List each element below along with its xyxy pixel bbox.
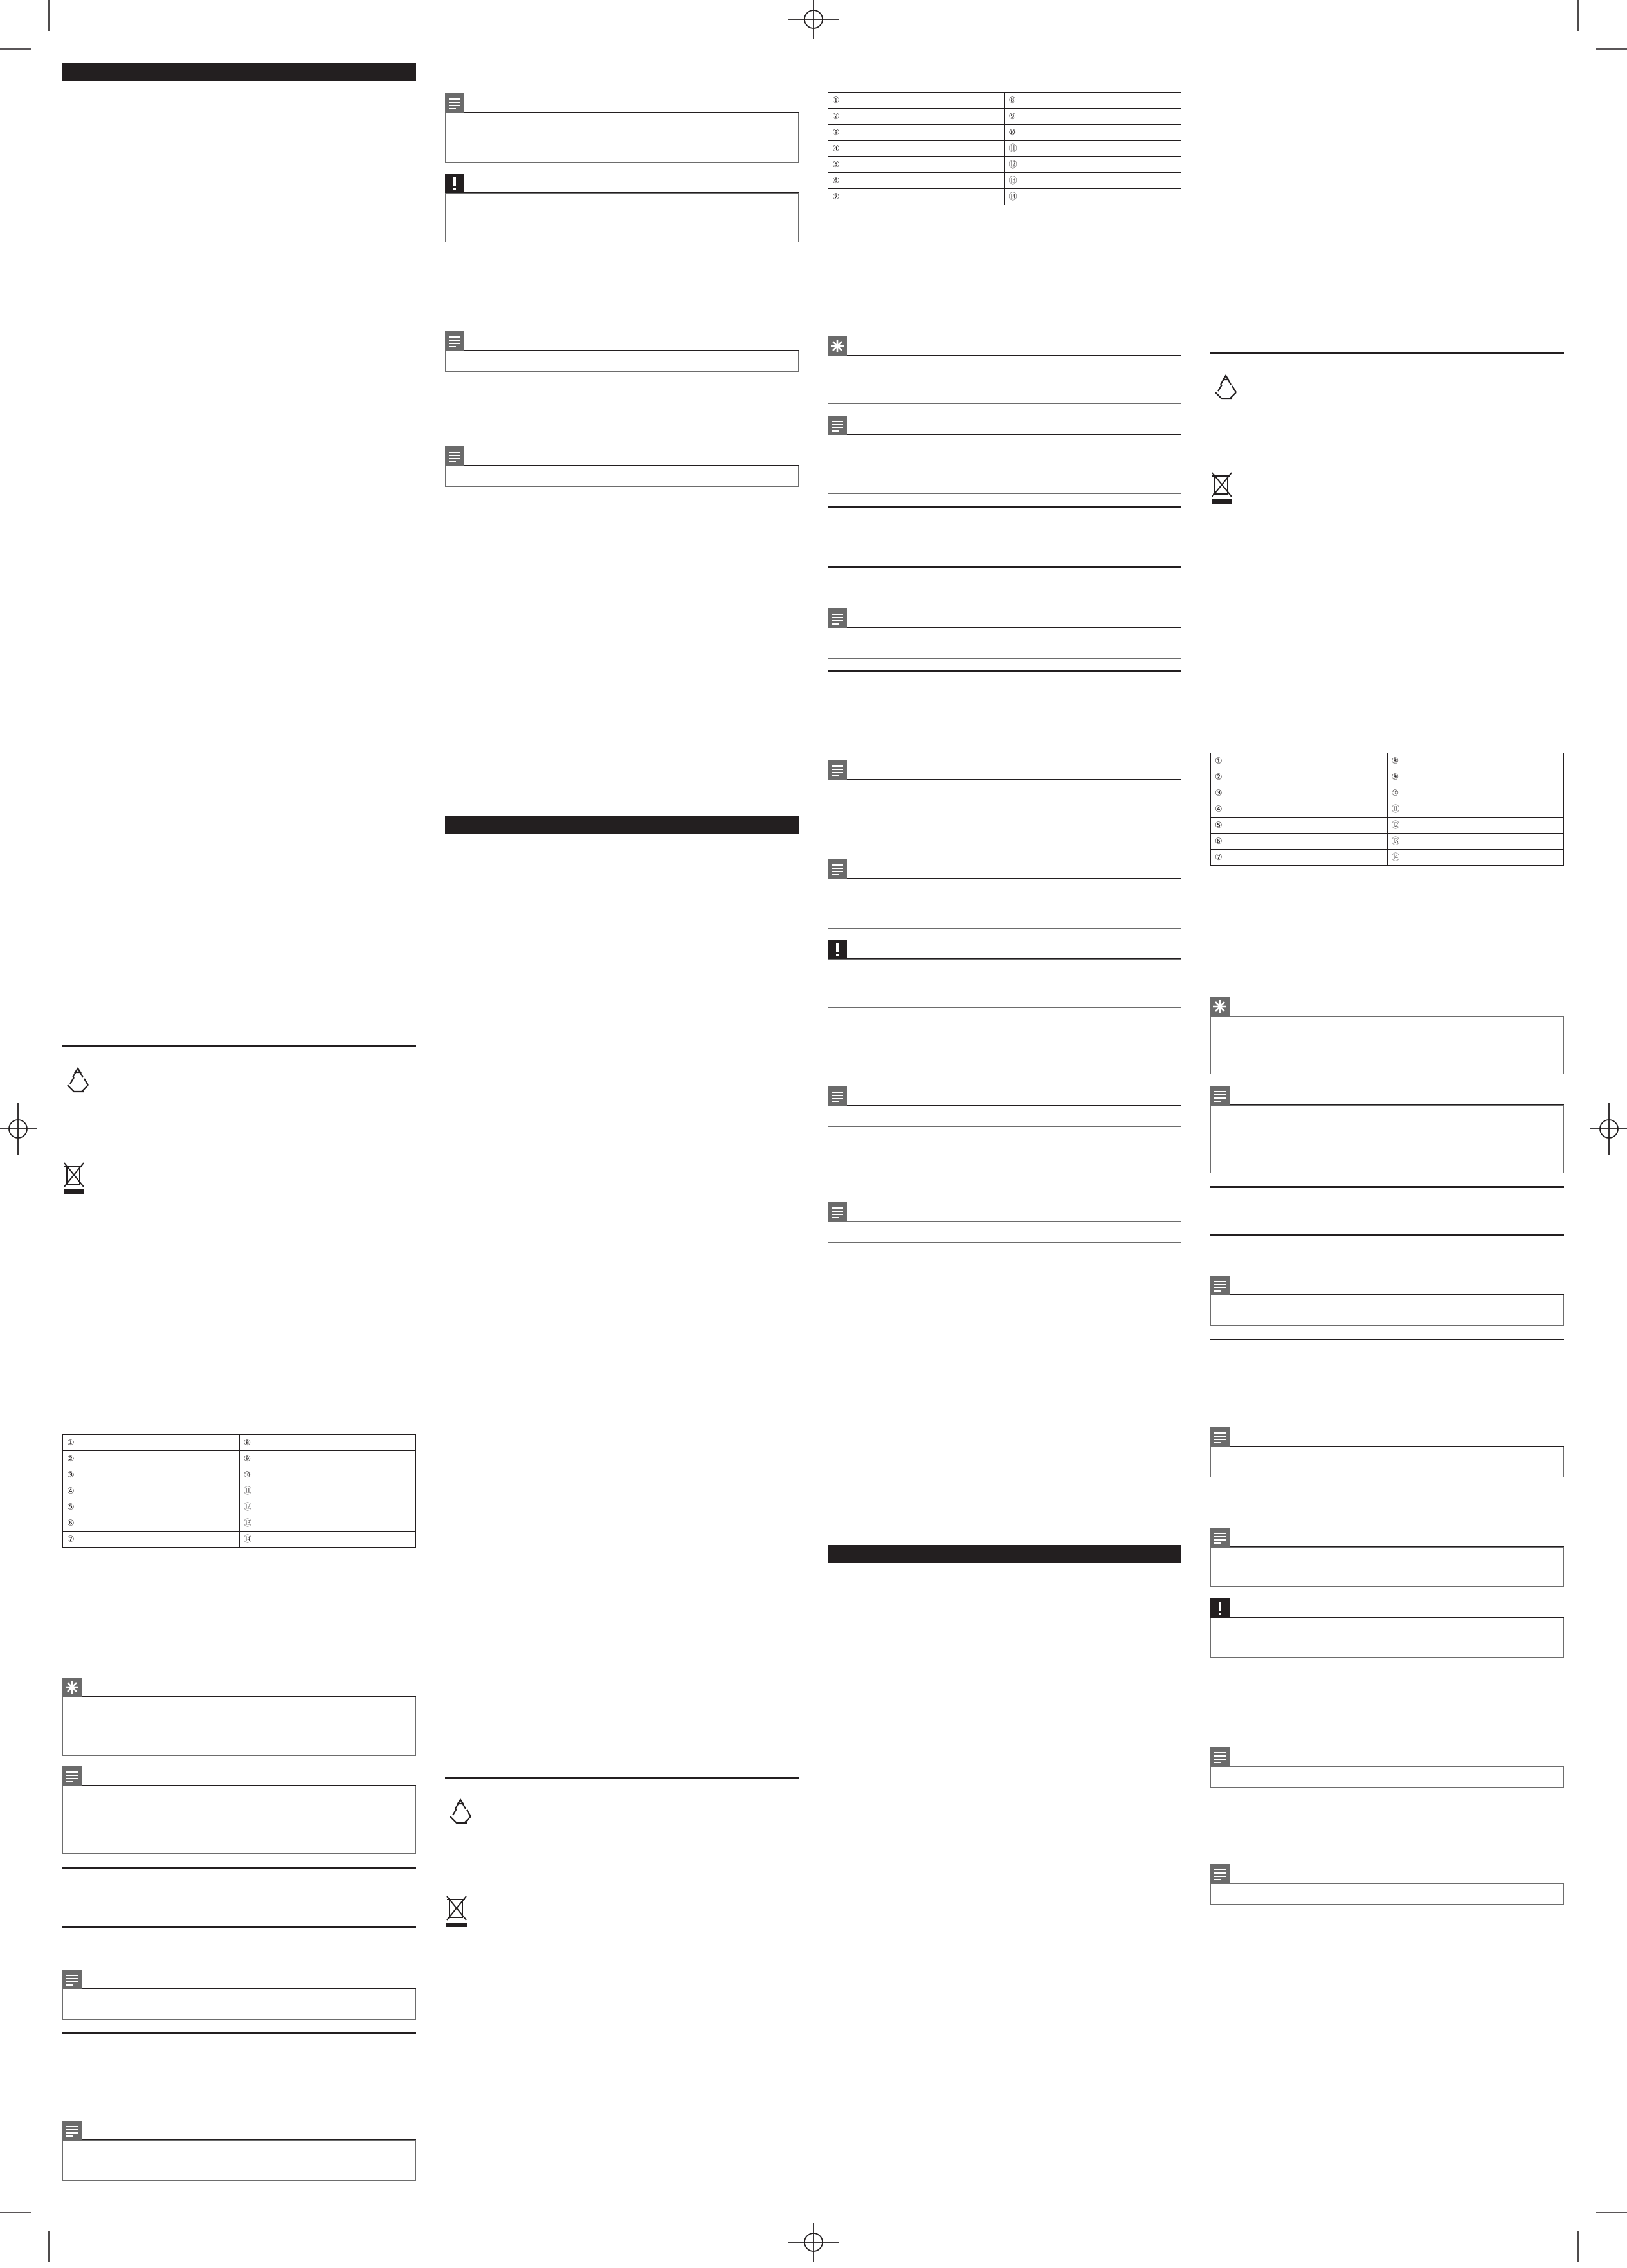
note-icon — [828, 1086, 847, 1106]
note-icon — [1210, 1528, 1230, 1547]
part-number: ④ — [828, 141, 1005, 157]
registration-mark-icon — [1576, 1103, 1627, 1155]
part-number: ⑪ — [239, 1483, 416, 1499]
part-number: ③ — [63, 1467, 240, 1483]
part-number: ⑨ — [1387, 769, 1564, 785]
note-box — [62, 1989, 416, 2020]
table-row — [63, 1467, 416, 1483]
table-row — [828, 157, 1181, 173]
part-number: ⑩ — [1387, 785, 1564, 801]
caution-box — [445, 193, 799, 242]
note-icon — [62, 1970, 82, 1989]
note-box — [1210, 1447, 1564, 1477]
note-box — [828, 435, 1181, 494]
part-number: ② — [828, 109, 1005, 125]
section-divider — [1210, 352, 1564, 354]
note-icon — [62, 2121, 82, 2140]
part-number: ⑥ — [828, 173, 1005, 189]
note-box — [1210, 1295, 1564, 1326]
note-box — [828, 1106, 1181, 1127]
caution-box — [1210, 1618, 1564, 1658]
table-row — [63, 1483, 416, 1499]
note-box — [828, 1221, 1181, 1243]
note-icon — [828, 859, 847, 879]
table-row — [828, 189, 1181, 205]
part-number: ⑭ — [1387, 850, 1564, 866]
part-number: ⑨ — [1004, 109, 1181, 125]
note-icon — [1210, 1427, 1230, 1447]
part-number: ⑭ — [239, 1532, 416, 1548]
table-row — [63, 1435, 416, 1451]
part-number: ⑩ — [1004, 125, 1181, 141]
table-row — [63, 1451, 416, 1467]
parts-table — [62, 1434, 416, 1548]
note-box — [445, 113, 799, 163]
note-box — [1210, 1547, 1564, 1587]
caution-icon — [828, 940, 847, 959]
note-box — [62, 1786, 416, 1854]
weee-bin-icon — [445, 1894, 468, 1930]
parts-table — [1210, 753, 1564, 866]
part-number: ⑪ — [1004, 141, 1181, 157]
part-number: ⑤ — [828, 157, 1005, 173]
part-number: ⑦ — [1211, 850, 1388, 866]
note-icon — [828, 608, 847, 628]
part-number: ③ — [828, 125, 1005, 141]
note-icon — [445, 446, 464, 466]
section-divider — [62, 1926, 416, 1928]
note-icon — [1210, 1086, 1230, 1105]
registration-mark-icon — [788, 0, 839, 51]
note-box — [445, 351, 799, 372]
part-number: ① — [828, 93, 1005, 109]
section-divider — [828, 566, 1181, 568]
note-icon — [1210, 1864, 1230, 1883]
table-row — [63, 1532, 416, 1548]
recycle-icon — [1210, 372, 1241, 403]
part-number: ⑧ — [1387, 753, 1564, 769]
recycle-icon — [445, 1796, 476, 1827]
note-icon — [828, 760, 847, 780]
note-box — [445, 466, 799, 487]
part-number: ⑧ — [1004, 93, 1181, 109]
part-number: ⑪ — [1387, 801, 1564, 818]
note-box — [828, 628, 1181, 659]
part-number: ⑤ — [1211, 818, 1388, 834]
part-number: ④ — [1211, 801, 1388, 818]
section-divider — [1210, 1186, 1564, 1188]
table-row — [828, 109, 1181, 125]
note-box — [1210, 1766, 1564, 1788]
tip-box — [828, 356, 1181, 404]
note-box — [62, 2140, 416, 2181]
table-row — [828, 173, 1181, 189]
weee-bin-icon — [62, 1161, 86, 1197]
caution-box — [828, 959, 1181, 1008]
part-number: ① — [63, 1435, 240, 1451]
part-number: ⑫ — [1387, 818, 1564, 834]
table-row — [1211, 785, 1564, 801]
part-number: ① — [1211, 753, 1388, 769]
part-number: ③ — [1211, 785, 1388, 801]
section-header-bar — [445, 816, 799, 834]
note-icon — [445, 93, 464, 113]
part-number: ② — [63, 1451, 240, 1467]
note-icon — [828, 1202, 847, 1221]
tip-icon — [828, 336, 847, 356]
caution-icon — [1210, 1598, 1230, 1618]
section-header-bar — [828, 1545, 1181, 1563]
note-icon — [828, 416, 847, 435]
table-row — [828, 125, 1181, 141]
note-icon — [1210, 1276, 1230, 1295]
part-number: ⑥ — [63, 1515, 240, 1532]
section-header-bar — [62, 63, 416, 81]
part-number: ⑧ — [239, 1435, 416, 1451]
part-number: ⑭ — [1004, 189, 1181, 205]
tip-box — [62, 1697, 416, 1756]
caution-icon — [445, 174, 464, 193]
part-number: ⑨ — [239, 1451, 416, 1467]
table-row — [828, 93, 1181, 109]
note-icon — [445, 331, 464, 351]
note-icon — [62, 1766, 82, 1786]
table-row — [1211, 801, 1564, 818]
section-divider — [62, 2032, 416, 2034]
weee-bin-icon — [1210, 471, 1233, 507]
note-box — [828, 879, 1181, 929]
part-number: ⑬ — [1004, 173, 1181, 189]
section-divider — [1210, 1339, 1564, 1340]
part-number: ⑤ — [63, 1499, 240, 1515]
part-number: ⑬ — [239, 1515, 416, 1532]
part-number: ⑫ — [239, 1499, 416, 1515]
section-divider — [828, 670, 1181, 672]
part-number: ④ — [63, 1483, 240, 1499]
table-row — [63, 1499, 416, 1515]
section-divider — [828, 506, 1181, 508]
part-number: ⑥ — [1211, 834, 1388, 850]
recycle-icon — [62, 1065, 93, 1095]
part-number: ⑦ — [63, 1532, 240, 1548]
table-row — [1211, 818, 1564, 834]
table-row — [1211, 834, 1564, 850]
note-box — [828, 780, 1181, 810]
section-divider — [62, 1045, 416, 1047]
registration-mark-icon — [788, 2217, 839, 2268]
part-number: ② — [1211, 769, 1388, 785]
section-divider — [1210, 1234, 1564, 1236]
table-row — [828, 141, 1181, 157]
note-icon — [1210, 1747, 1230, 1766]
table-row — [63, 1515, 416, 1532]
part-number: ⑩ — [239, 1467, 416, 1483]
note-box — [1210, 1105, 1564, 1173]
table-row — [1211, 850, 1564, 866]
table-row — [1211, 753, 1564, 769]
note-box — [1210, 1883, 1564, 1905]
tip-icon — [1210, 997, 1230, 1016]
part-number: ⑦ — [828, 189, 1005, 205]
part-number: ⑬ — [1387, 834, 1564, 850]
table-row — [1211, 769, 1564, 785]
tip-icon — [62, 1678, 82, 1697]
section-divider — [62, 1867, 416, 1869]
part-number: ⑫ — [1004, 157, 1181, 173]
section-divider — [445, 1777, 799, 1779]
registration-mark-icon — [0, 1103, 51, 1155]
parts-table — [828, 92, 1181, 205]
tip-box — [1210, 1016, 1564, 1074]
